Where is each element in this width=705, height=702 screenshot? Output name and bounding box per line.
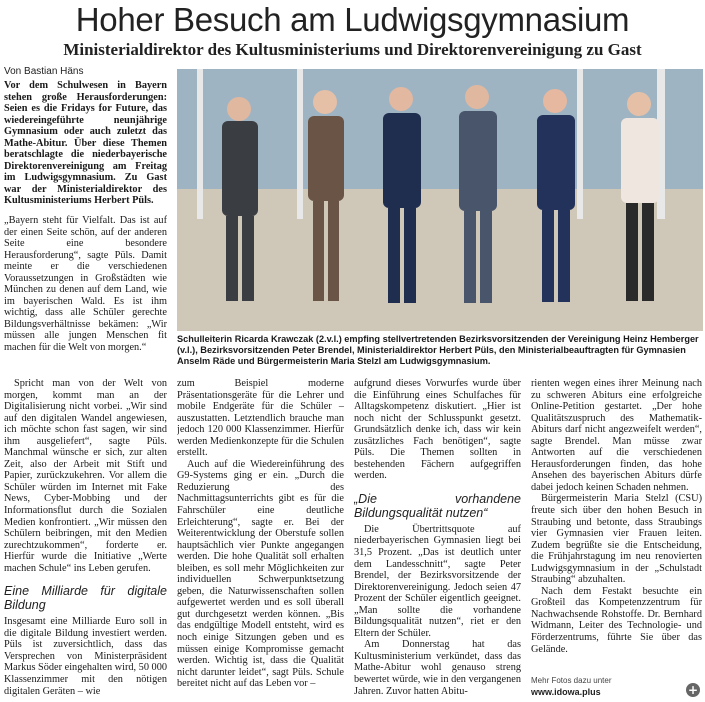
byline: Von Bastian Häns <box>4 66 84 77</box>
column-3 <box>354 378 521 700</box>
group-photo <box>177 69 703 331</box>
paragraph: Auch auf die Wiedereinführung des G9-Systems ging er ein. „Durch die Reduzierung des Nachmittagsunterrichts gibt es für die Fahrschüler eine deutliche Erleichterung“, sagte er. Bei der Weiterentwicklung der Oberstufe sollen hauptsächlich vier Punkte angegangen werden. Die hohe Qualität soll erhalten bleiben, es soll mehr Möglichkeiten zur individuellen Schwerpunktsetzung geben, die Naturwissenschaften sollen aufgewertet werden und es soll überall gut durchgesetzt werden können. „Bis das endgültige Modell entsteht, wird es noch einige Sitzungen geben und es müssen einige Kompromisse gemacht werden. Wichtig ist, dass die Qualität nicht darunter leidet“, sagt Püls. Schule bereitet nicht auf das Leben vor – <box>177 458 344 690</box>
column-4 <box>531 378 702 674</box>
plus-icon[interactable]: + <box>687 683 699 697</box>
headline: Hoher Besuch am Ludwigsgymnasium <box>75 1 630 38</box>
subtitle-digital: Eine Milliarde für digitale Bildung <box>4 584 167 613</box>
paragraph: Nach dem Festakt besuchte ein Großteil das Kompetenzzentrum für Nachwachsende Rohstoffe. Dr. Bernhard Widmann, Leiter des Technologie- und Förderzentrums, führte Sie über das Gelände. <box>531 585 702 655</box>
paragraph: aufgrund dieses Vorwurfes wurde über die Einführung eines Schulfaches für Alltagskompetenz diskutiert. „Hier ist noch nicht der Schlusspunkt gesetzt. Grundsätzlich denke ich, dass wir kein zusätzliches Fach benötigen“, sagte Püls. Die Themen sollten in bestehenden Fächern aufgegriffen werden. <box>354 378 521 482</box>
paragraph: „Bayern steht für Vielfalt. Das ist auf der einen Seite schön, auf der anderen Seite eine besondere Herausforderung“, sagte Püls. Damit meinte er die verschiedenen Voraussetzungen in Großstädten wie München zu denen auf dem Land, wie im bayerischen Wald. Es ist ihm wichtig, dass alle Schüler gerechte Bildungsverhältnisse bekämen: „Wir müssen alle jungen Menschen fit machen für die Welt von morgen.“ <box>4 215 167 354</box>
lead-paragraph: Vor dem Schulwesen in Bayern stehen große Herausforderungen: Seien es die Fridays for Future, das wiedereingeführte neunjährige Gymnasium oder auch zuletzt das Mathe-Abitur. Über diese Themen beratschlagte die niederbayerische Direktorenvereinigung am Freitag im Ludwigsgymnasium. Zu Gast war der Ministerialdirektor des Kultusministeriums Herbert Püls. <box>4 80 167 207</box>
photo-illustration <box>177 69 703 331</box>
column-1 <box>4 80 167 376</box>
column-1-lower <box>4 378 167 700</box>
paragraph: Die Übertrittsquote auf niederbayerischen Gymnasien liegt bei 31,5 Prozent. „Das ist deutlich unter dem Landesschnitt“, sagte Peter Brendel, der Bezirksvorsitzende der Direktorenvereinigung. Jedoch seien 47 Prozent der Schüler eigentlich geeignet. „Man sollte die vorhandene Bildungsqualität nutzen“, riet er den Eltern der Schüler. <box>354 523 521 639</box>
paragraph: Bürgermeisterin Maria Stelzl (CSU) freute sich über den hohen Besuch in Straubing und betonte, dass Straubings vier Gymnasien vier Frauen leiten. Zudem begrüßte sie die Entscheidung, die Frühjahrstagung im neu renovierten Ludwigsgymnasium in der „Schulstadt Straubing“ abzuhalten. <box>531 493 702 586</box>
paragraph: Am Donnerstag hat das Kultusministerium verkündet, dass das Mathe-Abitur wohl genauso streng bewertet würde, wie in den vergangenen Jahren. Zuvor hatten Abitu- <box>354 639 521 697</box>
subtitle-quality: „Die vorhandene Bildungsqualität nutzen“ <box>354 491 521 520</box>
subheadline: Ministerialdirektor des Kultusministeriums und Direktorenvereinigung zu Gast <box>63 40 642 59</box>
paragraph: Insgesamt eine Milliarde Euro soll in die digitale Bildung investiert werden. Püls ist zuversichtlich, dass das Versprechen von Ministerpräsident Markus Söder eingehalten wird, 50 000 Klassenzimmer mit den nötigen digitalen Geräten – wie <box>4 616 167 697</box>
paragraph: rienten wegen eines ihrer Meinung nach zu schweren Abiturs eine erfolgreiche Online-Petition gestartet. „Der hohe Qualitätszuspruch des Mathematik-Abiturs darf nicht angezweifelt werden“, sagte Brendel. Man müsse zwar Antworten auf die verschiedenen Herausforderungen finden, das hohe Ansehen des bayerischen Abiturs dürfe dabei jedoch keinen Schaden nehmen. <box>531 378 702 493</box>
website-link[interactable]: www.idowa.plus <box>531 687 601 697</box>
more-photos-note: Mehr Fotos dazu unter <box>531 676 612 685</box>
photo-caption: Schulleiterin Ricarda Krawczak (2.v.l.) empfing stellvertretenden Bezirksvorsitzenden der Vereinigung Heinz Hemberger (v.l.), Bezirksvorsitzenden Peter Brendel, Ministerialdirektor Herbert Püls, den Ministerialbeauftragten für Gymnasien Anselm Räde und Bürgermeisterin Maria Stelzl am Ludwigsgymnasium. <box>177 334 699 366</box>
paragraph: Spricht man von der Welt von morgen, kommt man an der Digitalisierung nicht vorbei. „Wir sind auf den digitalen Wandel angewiesen, ich möchte schon fast sagen, wir sind ihm ausgeliefert“, sagte Püls. Manchmal wünsche er sich, zur alten Zeit, also der Arbeit mit Stift und Papier, zurückzukehren. Vor allem die Schüler würden im Internet mit Fake News, Cyber-Mobbing und der Informationsflut durch die Sozialen Medien konfrontiert. „Wir müssen den Schülern beibringen, mit den Medien zurechtzukommen“, forderte er. Hierfür wurde die Initiative „Werte machen Schule“ ins Leben gerufen. <box>4 378 167 574</box>
paragraph: zum Beispiel moderne Präsentationsgeräte für die Lehrer und mobile Endgeräte für die Schüler – auszustatten. Letztendlich brauche man jedoch 120 000 Klassenzimmer. Hierfür werden Medienkonzepte für die Schulen erstellt. <box>177 378 344 459</box>
column-2 <box>177 378 344 700</box>
